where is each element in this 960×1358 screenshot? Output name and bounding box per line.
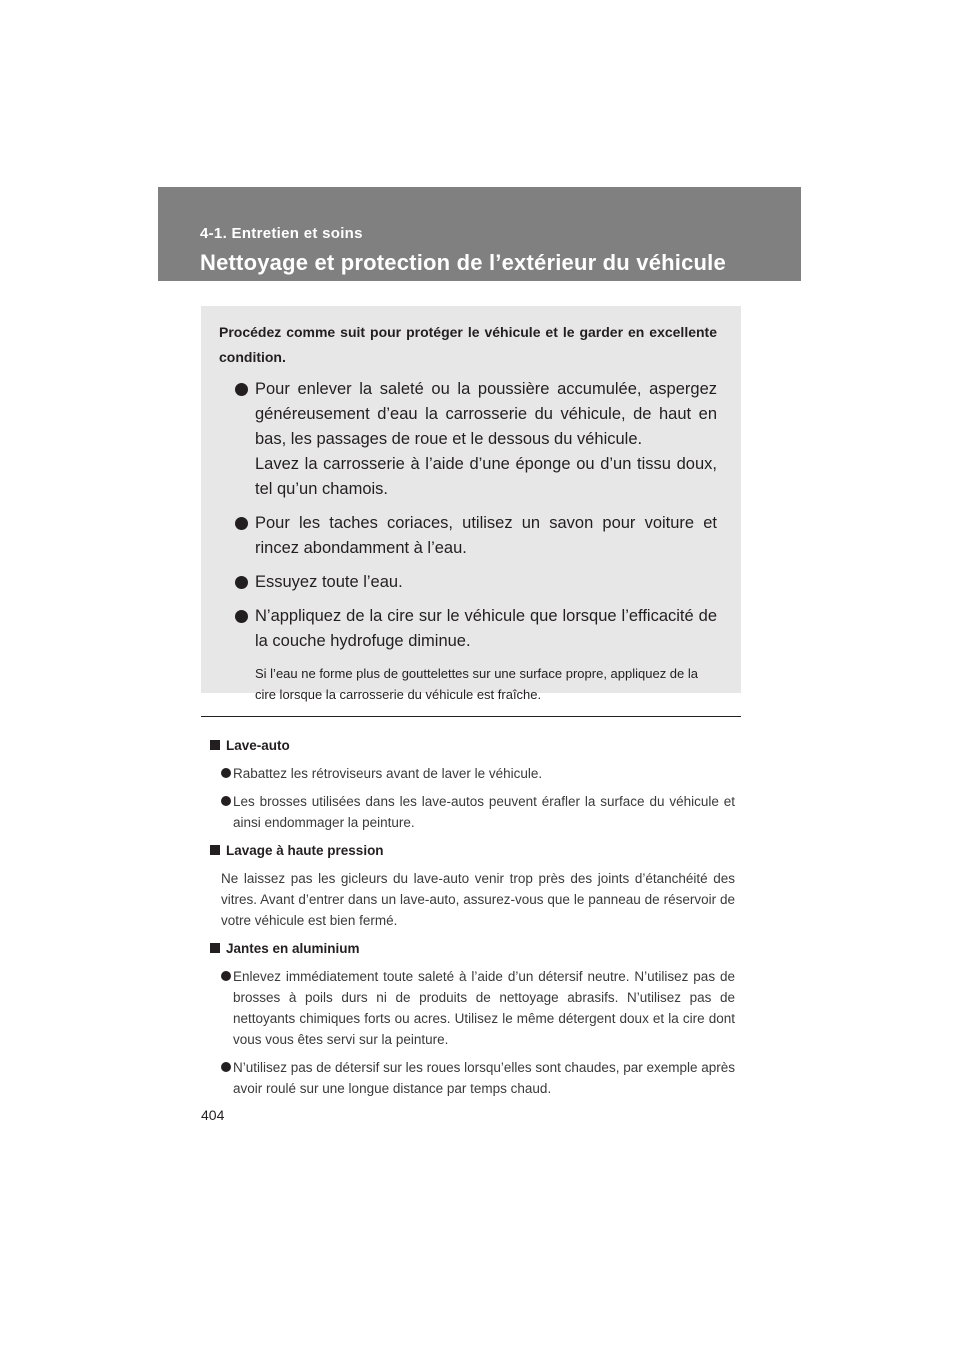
note-item	[210, 1057, 735, 1099]
summary-note: Si l’eau ne forme plus de gouttelettes sur une surface propre, appliquez de la cire lorsque la carrosserie du véhicule est fraîche.	[255, 666, 698, 702]
bullet-icon	[221, 1062, 231, 1072]
summary-item-text: Pour les taches coriaces, utilisez un savon pour voiture et rincez abondamment à l’eau.	[255, 514, 717, 557]
bullet-icon	[235, 576, 248, 589]
chapter-header	[158, 187, 801, 281]
summary-box	[201, 306, 741, 702]
note-item-text: N’utilisez pas de détersif sur les roues lorsqu’elles sont chaudes, par exemple après avoir roulé sur une longue distance par temps chaud.	[233, 1060, 736, 1096]
square-bullet-icon	[210, 943, 220, 953]
topic-heading-text: Lavage à haute pression	[226, 843, 384, 858]
topic-heading	[210, 840, 735, 861]
bullet-icon	[235, 383, 248, 396]
square-bullet-icon	[210, 845, 220, 855]
summary-item	[219, 377, 717, 502]
topic-heading-text: Lave-auto	[226, 738, 290, 753]
page-number: 404	[201, 1107, 225, 1123]
bullet-icon	[235, 517, 248, 530]
intro-text: Procédez comme suit pour protéger le véhicule et le garder en excellente condition.	[219, 324, 717, 365]
divider	[201, 716, 741, 717]
summary-item-text: N’appliquez de la cire sur le véhicule que lorsque l’efficacité de la couche hydrofuge diminue.	[255, 607, 717, 650]
note-paragraph: Ne laissez pas les gicleurs du lave-auto venir trop près des joints d’étanchéité des vitres. Avant d’entrer dans un lave-auto, assurez-vous que le panneau de réservoir de votre véhicule est bien fermé.	[221, 871, 735, 928]
note-item	[210, 966, 735, 1050]
notes-section	[210, 735, 735, 1106]
topic-heading	[210, 938, 735, 959]
square-bullet-icon	[210, 740, 220, 750]
section-label: 4-1. Entretien et soins	[200, 225, 363, 242]
note-item	[210, 763, 735, 784]
summary-item-text: Lavez la carrosserie à l’aide d’une éponge ou d’un tissu doux, tel qu’un chamois.	[255, 455, 717, 498]
note-item-text: Enlevez immédiatement toute saleté à l’aide d’un détersif neutre. N’utilisez pas de brosses à poils durs ni de produits de nettoyage abrasifs. N’utilisez pas de nettoyants chimiques forts ou acres. Utilisez le même détergent doux et la cire dont vous vous êtes servi sur la peinture.	[233, 969, 735, 1047]
summary-item	[219, 570, 717, 595]
note-item	[210, 791, 735, 833]
bullet-icon	[221, 971, 231, 981]
bullet-icon	[221, 796, 231, 806]
page-title: Nettoyage et protection de l’extérieur du véhicule	[200, 250, 726, 275]
bullet-icon	[235, 610, 248, 623]
note-item-text: Rabattez les rétroviseurs avant de laver le véhicule.	[233, 766, 543, 781]
summary-item-text: Essuyez toute l’eau.	[255, 573, 403, 591]
summary-item-text: Pour enlever la saleté ou la poussière accumulée, aspergez généreusement d’eau la carrosserie du véhicule, de haut en bas, les passages de roue et le dessous du véhicule.	[255, 380, 717, 448]
topic-heading	[210, 735, 735, 756]
summary-item	[219, 604, 717, 654]
bullet-icon	[221, 768, 231, 778]
summary-item	[219, 511, 717, 561]
topic-heading-text: Jantes en aluminium	[226, 941, 360, 956]
note-item-text: Les brosses utilisées dans les lave-autos peuvent érafler la surface du véhicule et ainsi endommager la peinture.	[233, 794, 735, 830]
